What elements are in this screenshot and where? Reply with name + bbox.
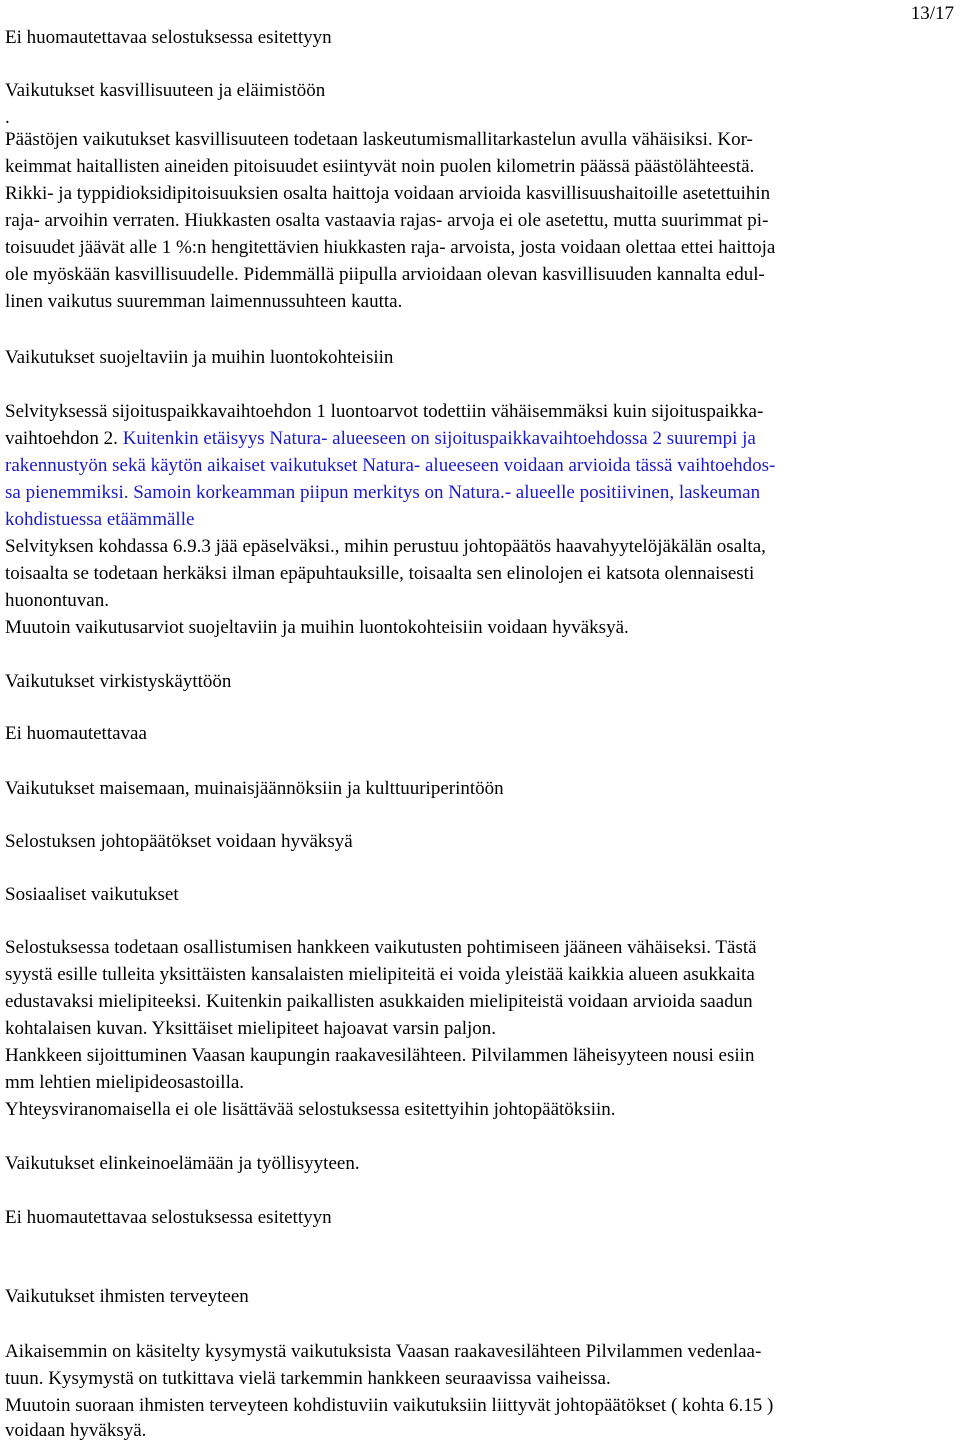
text-line: Ei huomautettavaa selostuksessa esitettyyn: [5, 1207, 332, 1228]
text-line: .: [5, 107, 10, 128]
section-heading: Vaikutukset suojeltaviin ja muihin luontokohteisiin: [5, 347, 394, 368]
text-line: keimmat haitallisten aineiden pitoisuudet esiintyvät noin puolen kilometrin päässä päästölähteestä.: [5, 156, 755, 177]
section-heading: Vaikutukset virkistyskäyttöön: [5, 671, 232, 692]
text-line: Selostuksessa todetaan osallistumisen hankkeen vaikutusten pohtimiseen jääneen vähäiseksi. Tästä: [5, 937, 757, 958]
text-line: toisaalta se todetaan herkäksi ilman epäpuhtauksille, toisaalta sen elinolojen ei katsota olennaisesti: [5, 563, 755, 584]
text-line: syystä esille tulleita yksittäisten kansalaisten mielipiteitä ei voida yleistää kaikkia alueen asukkaita: [5, 964, 755, 985]
text-line: Muutoin suoraan ihmisten terveyteen kohdistuviin vaikutuksiin liittyvät johtopäätökset ( kohta 6.15 ): [5, 1395, 774, 1416]
text-line: edustavaksi mielipiteeksi. Kuitenkin paikallisten asukkaiden mielipiteistä voidaan arvioida saadun: [5, 991, 753, 1012]
page-number: 13/17: [910, 3, 954, 24]
text-line: huonontuvan.: [5, 590, 109, 611]
text-line: Muutoin vaikutusarviot suojeltaviin ja muihin luontokohteisiin voidaan hyväksyä.: [5, 617, 629, 638]
text-line: Päästöjen vaikutukset kasvillisuuteen todetaan laskeutumismallitarkastelun avulla vähäisiksi. Kor-: [5, 129, 753, 150]
text-line: [5, 425, 756, 452]
text-line: Aikaisemmin on käsitelty kysymystä vaikutuksista Vaasan raakavesilähteen Pilvilammen vedenlaa-: [5, 1341, 762, 1362]
text-line: linen vaikutus suuremman laimennussuhteen kautta.: [5, 291, 403, 312]
section-heading: Sosiaaliset vaikutukset: [5, 884, 179, 905]
highlighted-text: rakennustyön sekä käytön aikaiset vaikutukset Natura- alueeseen voidaan arvioida tässä vaihtoehdos-: [5, 455, 776, 476]
section-heading: Vaikutukset elinkeinoelämään ja työllisyyteen.: [5, 1153, 360, 1174]
text-line: Rikki- ja typpidioksidipitoisuuksien osalta haittoja voidaan arvioida kasvillisuushaitoille asetettuihin: [5, 183, 771, 204]
section-heading: Vaikutukset maisemaan, muinaisjäännöksiin ja kulttuuriperintöön: [5, 778, 504, 799]
highlighted-text: sa pienemmiksi. Samoin korkeamman piipun merkitys on Natura.- alueelle positiivinen, laskeuman: [5, 482, 761, 503]
text-line: Selvityksessä sijoituspaikkavaihtoehdon 1 luontoarvot todettiin vähäisemmäksi kuin sijoituspaikka-: [5, 401, 764, 422]
text-line: Ei huomautettavaa selostuksessa esitettyyn: [5, 27, 332, 48]
text-line: kohtalaisen kuvan. Yksittäiset mielipiteet hajoavat varsin paljon.: [5, 1018, 497, 1039]
text-line: ole myöskään kasvillisuudelle. Pidemmällä piipulla arvioidaan olevan kasvillisuuden kannalta edul-: [5, 264, 765, 285]
text-line: toisuudet jäävät alle 1 %:n hengitettävien hiukkasten raja- arvoista, josta voidaan olettaa ettei haittoja: [5, 237, 776, 258]
text-line: raja- arvoihin verraten. Hiukkasten osalta vastaavia rajas- arvoja ei ole asetettu, mutta suurimmat pi-: [5, 210, 769, 231]
text-line: Ei huomautettavaa: [5, 723, 147, 744]
text-line: Selostuksen johtopäätökset voidaan hyväksyä: [5, 831, 353, 852]
text-line: mm lehtien mielipideosastoilla.: [5, 1072, 245, 1093]
text-line: Selvityksen kohdassa 6.9.3 jää epäselväksi., mihin perustuu johtopäätös haavahyytelöjäkälän osalta,: [5, 536, 766, 557]
section-heading: Vaikutukset ihmisten terveyteen: [5, 1286, 249, 1307]
text-line: Hankkeen sijoittuminen Vaasan kaupungin raakavesilähteen. Pilvilammen läheisyyteen nousi esiin: [5, 1045, 755, 1066]
text-line: Yhteysviranomaisella ei ole lisättävää selostuksessa esitettyihin johtopäätöksiin.: [5, 1099, 616, 1120]
highlighted-text: Kuitenkin etäisyys Natura- alueeseen on sijoituspaikkavaihtoehdossa 2 suurempi ja: [122, 428, 756, 449]
text-line: voidaan hyväksyä.: [5, 1420, 147, 1441]
text-line: tuun. Kysymystä on tutkittava vielä tarkemmin hankkeen seuraavissa vaiheissa.: [5, 1368, 611, 1389]
highlighted-text: kohdistuessa etäämmälle: [5, 509, 195, 530]
text-segment: vaihtoehdon 2.: [5, 428, 123, 449]
section-heading: Vaikutukset kasvillisuuteen ja eläimistöön: [5, 80, 326, 101]
